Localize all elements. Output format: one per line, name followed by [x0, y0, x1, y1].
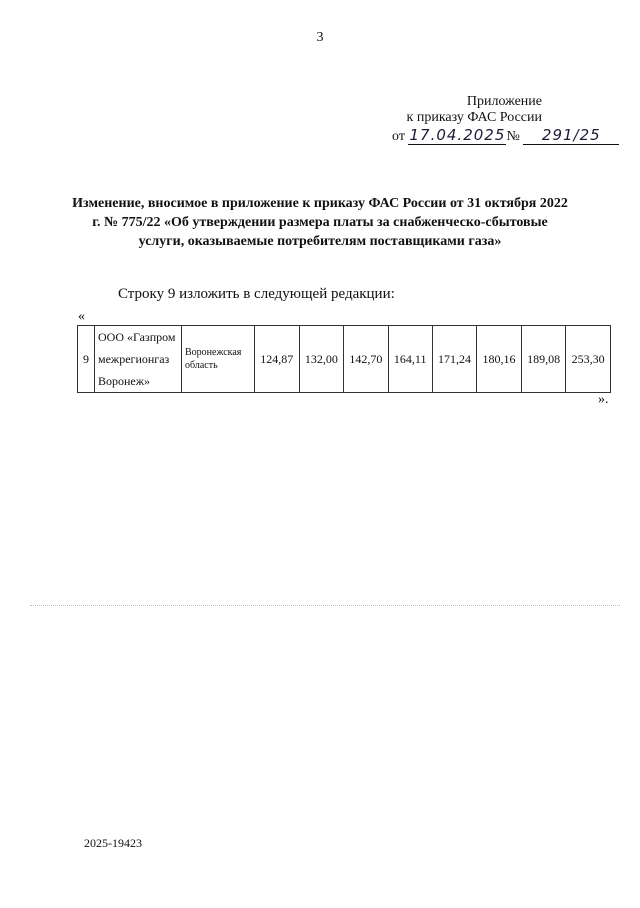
table-row	[78, 326, 611, 393]
order-date: 17.04.2025	[409, 126, 506, 144]
value-cell: 189,08	[521, 326, 566, 393]
company-line-1: ООО «Газпром	[98, 330, 176, 344]
region-name: Воронежская область	[182, 326, 255, 393]
document-title: Изменение, вносимое в приложение к приказу ФАС России от 31 октября 2022 г. № 775/22 «Об утверждении размера платы за снабженческо-сбытовые услуги, оказываемые потребителям поставщиками газа»	[72, 196, 568, 249]
row-number: 9	[78, 326, 95, 393]
value-cell: 142,70	[344, 326, 389, 393]
order-number: 291/25	[523, 126, 619, 145]
appendix-label: Приложение	[466, 94, 542, 109]
company-line-3: Воронеж»	[98, 374, 151, 388]
value-cell: 132,00	[299, 326, 344, 393]
order-number-sign: №	[506, 129, 520, 144]
appendix-heading	[407, 94, 542, 126]
value-cell: 171,24	[432, 326, 477, 393]
company-line-2: межрегионгаз	[98, 352, 170, 366]
page-number: 3	[316, 30, 324, 45]
quote-close: ».	[598, 392, 609, 407]
value-cell: 164,11	[388, 326, 432, 393]
value-cell: 180,16	[477, 326, 522, 393]
registration-number: 2025-19423	[84, 836, 142, 850]
intro-text: Строку 9 изложить в следующей редакции:	[118, 286, 395, 302]
rate-table	[77, 325, 611, 393]
quote-open: «	[78, 309, 85, 324]
order-date-number	[392, 126, 619, 145]
appendix-order-ref: к приказу ФАС России	[406, 110, 542, 125]
scan-artifact-divider	[30, 605, 620, 607]
value-cell: 253,30	[566, 326, 611, 393]
value-cell: 124,87	[255, 326, 300, 393]
company-name	[95, 326, 182, 393]
order-prefix: от	[392, 129, 405, 144]
